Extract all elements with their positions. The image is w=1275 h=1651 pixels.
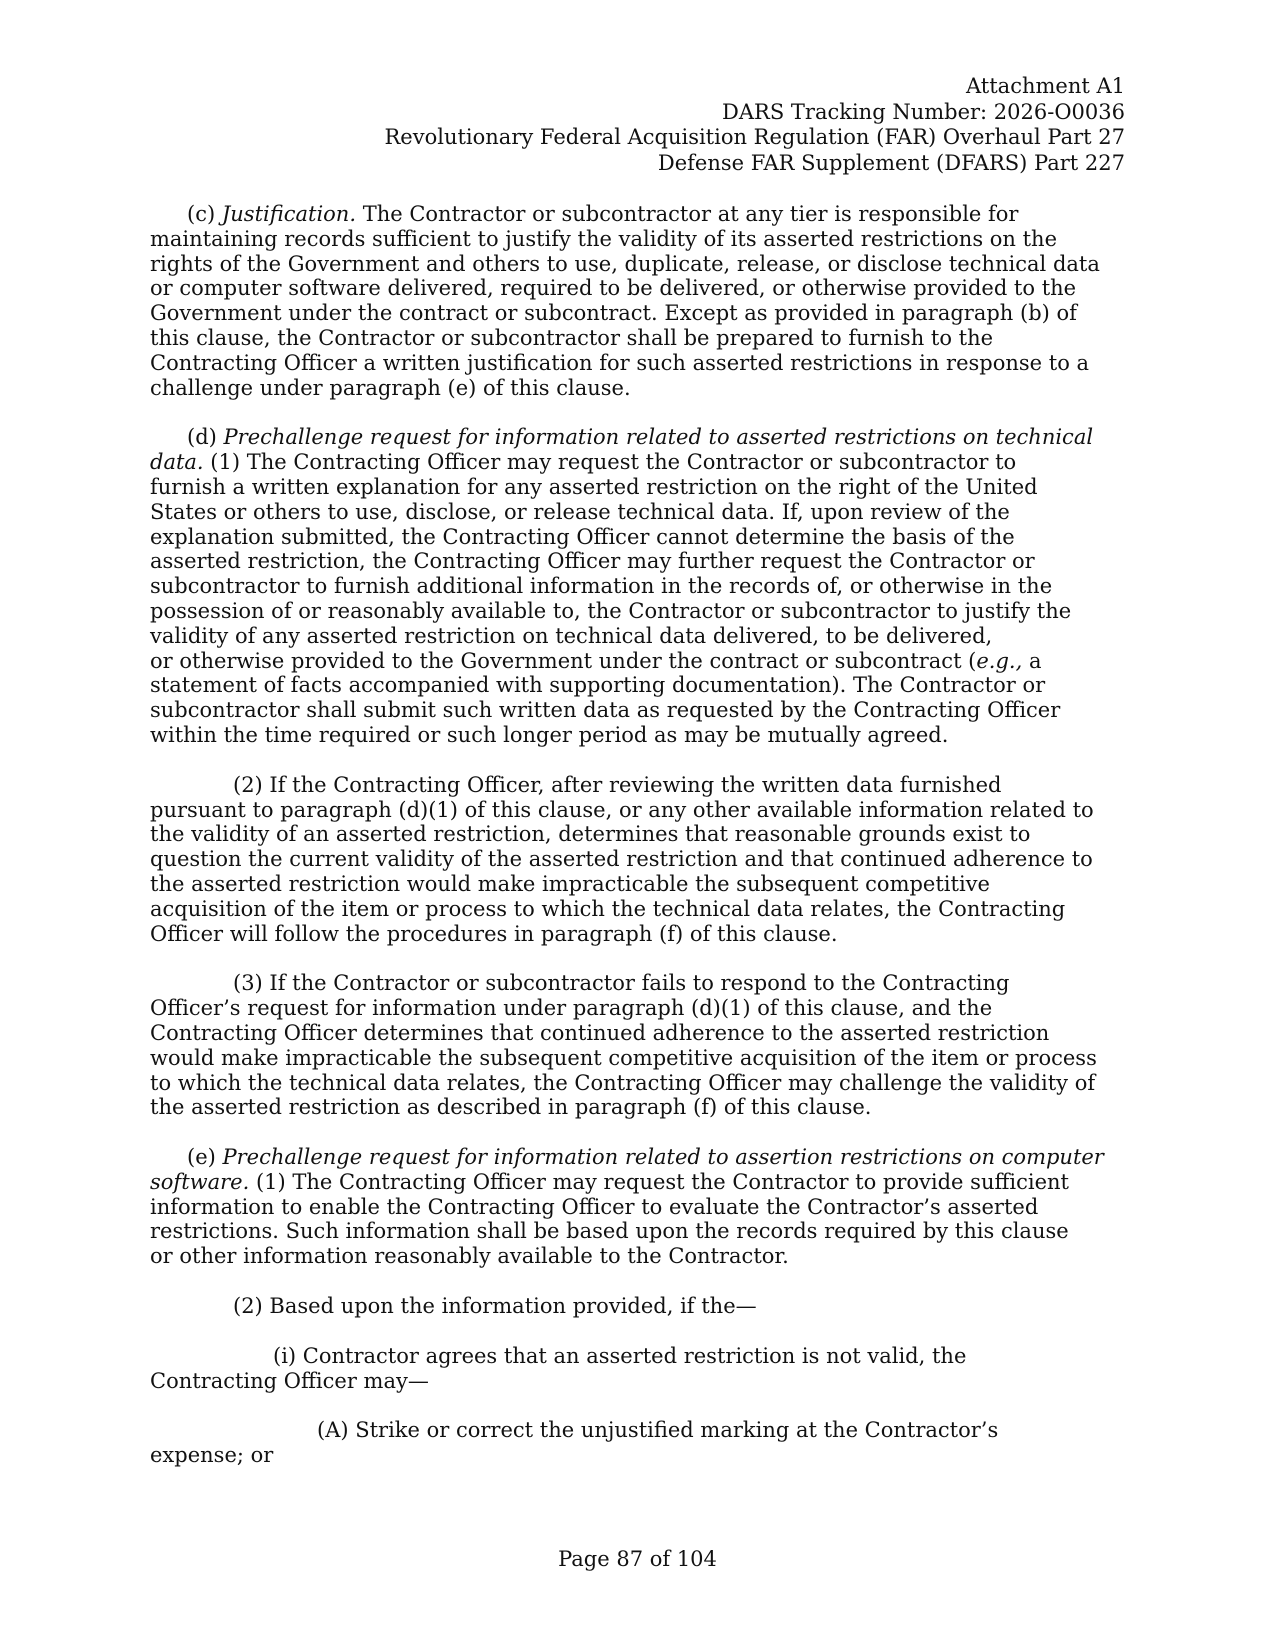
paragraph-d2: (2) If the Contracting Officer, after reviewing the written data furnished pursuant to paragraph (d)(1) of this clause, or any other available information related to the validity of an asserted restriction, determines that reasonable grounds exist to question the current validity of the asserted restriction and that continued adherence to the asserted restriction would make impracticable the subsequent competitive acquisition of the item or process to which the technical data relates, the Contracting Officer will follow the procedures in paragraph (f) of this clause. <box>150 772 1094 946</box>
paragraph-c-number: (c) <box>187 202 216 226</box>
paragraph-e-title: Prechallenge request for information related to assertion restrictions on computer software. <box>150 1145 1104 1194</box>
paragraph-d3: (3) If the Contractor or subcontractor fails to respond to the Contracting Officer’s request for information under paragraph (d)(1) of this clause, and the Contracting Officer determines that continued adherence to the asserted restriction would make impracticable the subsequent competitive acquisition of the item or process to which the technical data relates, the Contracting Officer may challenge the validity of the asserted restriction as described in paragraph (f) of this clause. <box>150 971 1097 1120</box>
paragraph-d1-text: (1) The Contracting Officer may request the Contractor or subcontractor to furnish a written explanation for any asserted restriction on the right of the United States or others to use, disclose, or release technical data. If, upon review of the explanation submitted, the Contracting Officer cannot determine the basis of the asserted restriction, the Contracting Officer may further request the Contractor or subcontractor to furnish additional information in the records of, or otherwise in the possession of or reasonably available to, the Contractor or subcontractor to justify the validity of any asserted restriction on technical data delivered, to be delivered, or otherwise provided to the Government under the contract or subcontract ( <box>150 450 1072 673</box>
page-header <box>225 74 1125 176</box>
paragraph-e-number: (e) <box>187 1145 216 1170</box>
paragraph-d <box>150 425 1130 747</box>
paragraph-c <box>150 202 1130 400</box>
paragraph-e2-i-A: (A) Strike or correct the unjustified marking at the Contractor’s expense; or <box>150 1418 999 1468</box>
paragraph-e1-text: (1) The Contracting Officer may request the Contractor to provide sufficient information to enable the Contracting Officer to evaluate the Contractor’s asserted restrictions. Such information shall be based upon the records required by this clause or other information reasonably available to the Contractor. <box>150 1169 1069 1269</box>
paragraph-d1-eg: e.g., <box>976 648 1023 673</box>
paragraph-e2: (2) Based upon the information provided, if the— <box>233 1294 757 1319</box>
paragraph-c-title: Justification. <box>221 202 357 226</box>
paragraph-d-number: (d) <box>187 425 217 450</box>
far-part-title: Revolutionary Federal Acquisition Regulation (FAR) Overhaul Part 27 <box>384 125 1125 149</box>
dfars-part-title: Defense FAR Supplement (DFARS) Part 227 <box>657 150 1125 175</box>
document-body <box>150 202 1130 1493</box>
paragraph-d-title: Prechallenge request for information related to asserted restrictions on technical data. <box>150 425 1094 475</box>
paragraph-e <box>150 1145 1130 1269</box>
tracking-number: DARS Tracking Number: 2026-O0036 <box>722 99 1125 124</box>
paragraph-e2-i: (i) Contractor agrees that an asserted restriction is not valid, the Contracting Officer may— <box>150 1343 967 1393</box>
attachment-label: Attachment A1 <box>966 74 1125 98</box>
page-number: Page 87 of 104 <box>558 1547 717 1571</box>
paragraph-c-text: The Contractor or subcontractor at any tier is responsible for maintaining records sufficient to justify the validity of its asserted restrictions on the rights of the Government and others to use, duplicate, release, or disclose technical data or computer software delivered, required to be delivered, or otherwise provided to the Government under the contract or subcontract. Except as provided in paragraph (b) of this clause, the Contractor or subcontractor shall be prepared to furnish to the Contracting Officer a written justification for such asserted restrictions in response to a challenge under paragraph (e) of this clause. <box>150 202 1100 400</box>
paragraph-d1-text-cont: a statement of facts accompanied with supporting documentation). The Contractor or subcontractor shall submit such written data as requested by the Contracting Officer within the time required or such longer period as may be mutually agreed. <box>150 648 1061 747</box>
